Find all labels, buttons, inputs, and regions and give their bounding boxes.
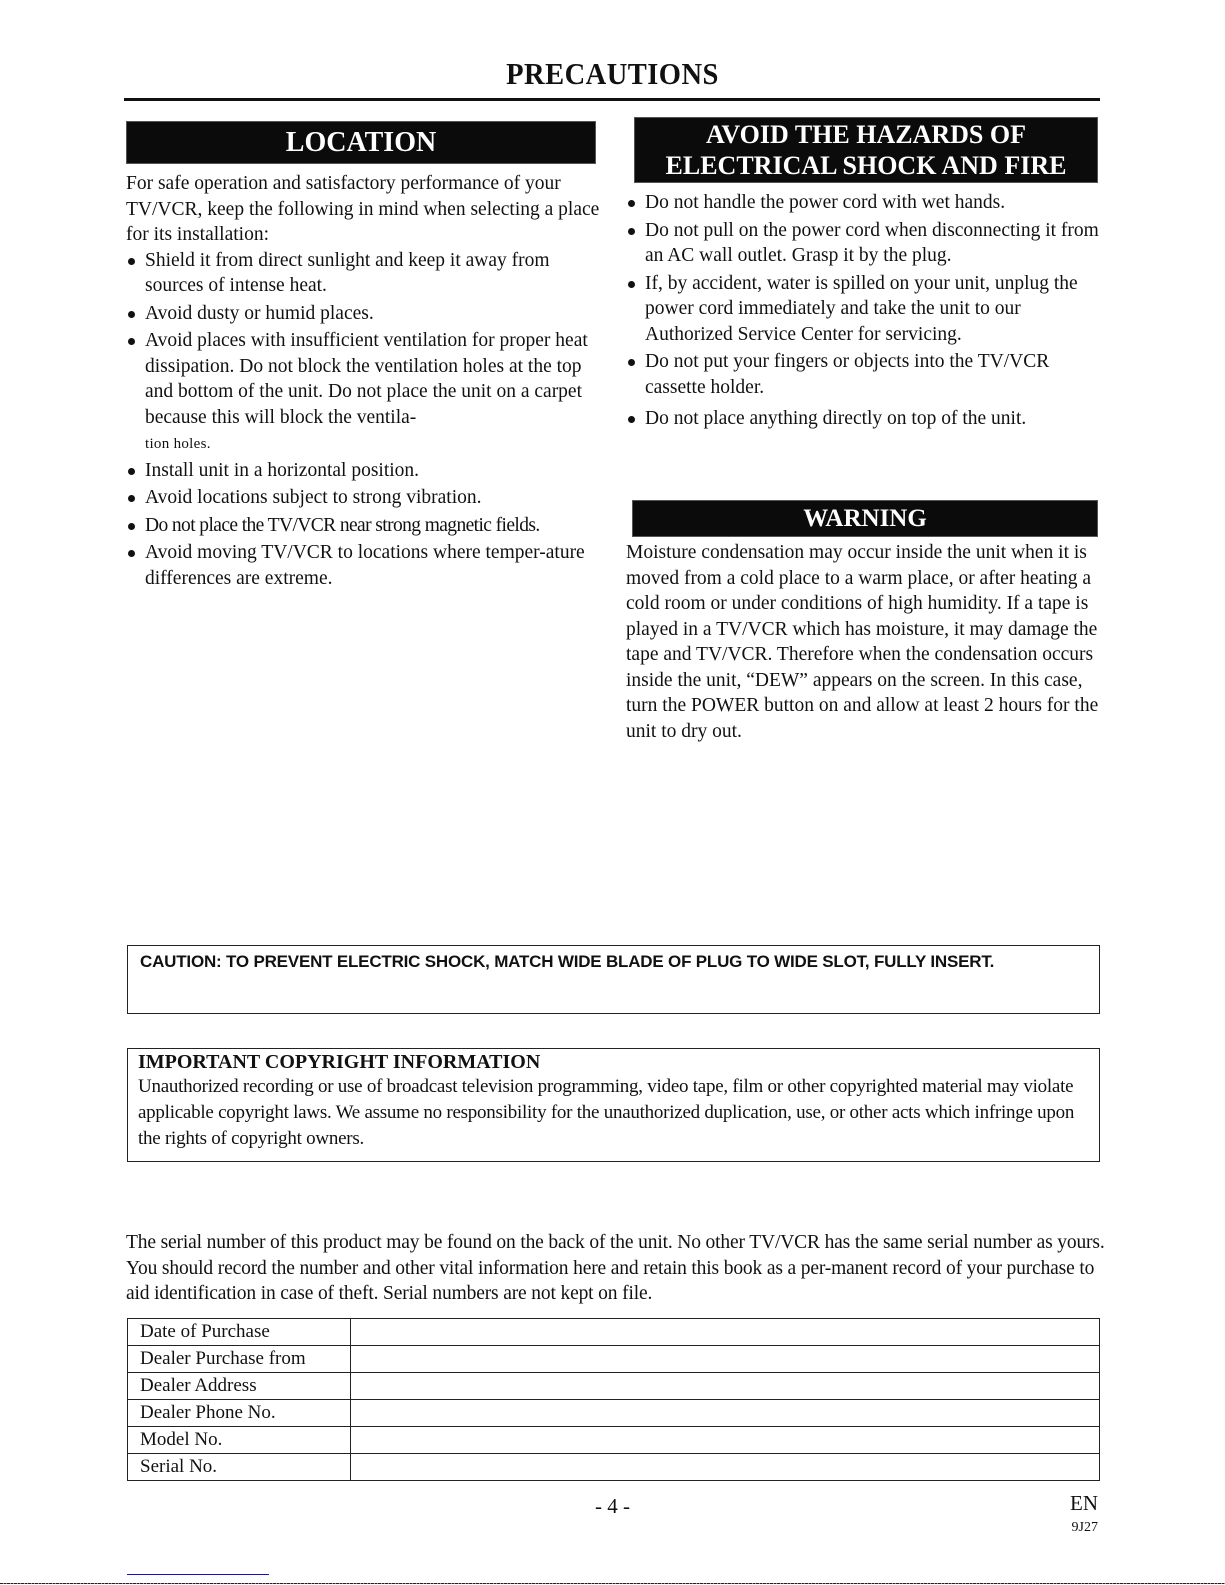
row-label: Dealer Address [128, 1373, 351, 1400]
electrical-heading [634, 117, 1098, 183]
caution-box [127, 945, 1100, 1014]
serial-info-text: The serial number of this product may be found on the back of the unit. No other TV/VCR has the same serial number as yours. You should record the number and other vital information here and retain this book as a per-manent record of your purchase to aid identification in case of theft. Serial numbers are not kept on file. [126, 1232, 1105, 1304]
electrical-section [626, 190, 1106, 432]
row-label: Date of Purchase [128, 1319, 351, 1346]
list-item: Avoid locations subject to strong vibration. [126, 485, 601, 511]
table-row [128, 1373, 1100, 1400]
row-value-field [351, 1454, 1100, 1481]
row-label: Model No. [128, 1427, 351, 1454]
list-item: Avoid moving TV/VCR to locations where temper-ature differences are extreme. [126, 540, 601, 591]
electrical-list [626, 190, 1106, 432]
list-item: Do not place anything directly on top of the unit. [626, 406, 1106, 432]
bullet-icon [128, 495, 135, 502]
copyright-title: IMPORTANT COPYRIGHT INFORMATION [138, 1051, 541, 1073]
bullet-icon [128, 468, 135, 475]
bullet-icon [628, 281, 635, 288]
list-item: Do not pull on the power cord when disconnecting it from an AC wall outlet. Grasp it by the plug. [626, 218, 1106, 269]
bullet-icon [628, 359, 635, 366]
row-label: Dealer Phone No. [128, 1400, 351, 1427]
location-heading: LOCATION [126, 121, 596, 164]
row-value-field [351, 1319, 1100, 1346]
row-value-field [351, 1427, 1100, 1454]
row-label: Dealer Purchase from [128, 1346, 351, 1373]
list-item: Do not put your fingers or objects into the TV/VCR cassette holder. [626, 349, 1106, 400]
location-list [126, 248, 601, 592]
page-number: - 4 - [595, 1494, 630, 1518]
caution-text: CAUTION: TO PREVENT ELECTRIC SHOCK, MATCH WIDE BLADE OF PLUG TO WIDE SLOT, FULLY INSERT. [140, 952, 995, 971]
table-row [128, 1454, 1100, 1481]
bullet-icon [628, 200, 635, 207]
location-intro: For safe operation and satisfactory performance of your TV/VCR, keep the following in mind when selecting a place for its installation: [126, 173, 600, 245]
row-label: Serial No. [128, 1454, 351, 1481]
link-underline[interactable] [127, 1574, 269, 1575]
table-row [128, 1319, 1100, 1346]
bullet-icon [128, 258, 135, 265]
row-value-field [351, 1346, 1100, 1373]
location-section [126, 171, 601, 591]
table-row [128, 1346, 1100, 1373]
list-item: Install unit in a horizontal position. [126, 458, 601, 484]
electrical-heading-line1: AVOID THE HAZARDS OF [706, 120, 1026, 149]
document-code: 9J27 [1071, 1520, 1098, 1535]
list-item: Avoid places with insufficient ventilation for proper heat dissipation. Do not block the ventilation holes at the top and bottom of the unit. Do not place the unit on a carpet because this will block the ventila- tion holes. [126, 328, 601, 458]
bullet-icon [628, 228, 635, 235]
bullet-icon [128, 338, 135, 345]
copyright-text: Unauthorized recording or use of broadcast television programming, video tape, film or other copyrighted material may violate applicable copyright laws. We assume no responsibility for the unauthorized duplication, use, or other acts which infringe upon the rights of copyright owners. [138, 1076, 1075, 1149]
page-title: PRECAUTIONS [506, 56, 719, 91]
bullet-icon [128, 523, 135, 530]
title-divider [124, 98, 1100, 101]
warning-text: Moisture condensation may occur inside the unit when it is moved from a cold place to a warm place, or after heating a cold room or under conditions of high humidity. If a tape is played in a TV/VCR which has moisture, it may damage the tape and TV/VCR. Therefore when the condensation occurs inside the unit, “DEW” appears on the screen. In this case, turn the POWER button on and allow at least 2 hours for the unit to dry out. [626, 542, 1099, 742]
bullet-icon [628, 416, 635, 423]
warning-section [626, 540, 1104, 744]
row-value-field [351, 1373, 1100, 1400]
table-row [128, 1400, 1100, 1427]
copyright-box [127, 1048, 1100, 1162]
row-value-field [351, 1400, 1100, 1427]
table-row [128, 1427, 1100, 1454]
bullet-icon [128, 550, 135, 557]
bullet-icon [128, 311, 135, 318]
warning-heading: WARNING [632, 500, 1098, 537]
bottom-divider [0, 1583, 1225, 1584]
language-code: EN [1070, 1491, 1098, 1515]
list-item: Do not handle the power cord with wet hands. [626, 190, 1106, 216]
list-item: Avoid dusty or humid places. [126, 301, 601, 327]
list-item: Shield it from direct sunlight and keep it away from sources of intense heat. [126, 248, 601, 299]
purchase-record-table [127, 1318, 1100, 1481]
list-item: If, by accident, water is spilled on your unit, unplug the power cord immediately and take the unit to our Authorized Service Center for servicing. [626, 271, 1106, 348]
list-item: Do not place the TV/VCR near strong magnetic fields. [126, 513, 601, 539]
electrical-heading-line2: ELECTRICAL SHOCK AND FIRE [665, 151, 1067, 180]
